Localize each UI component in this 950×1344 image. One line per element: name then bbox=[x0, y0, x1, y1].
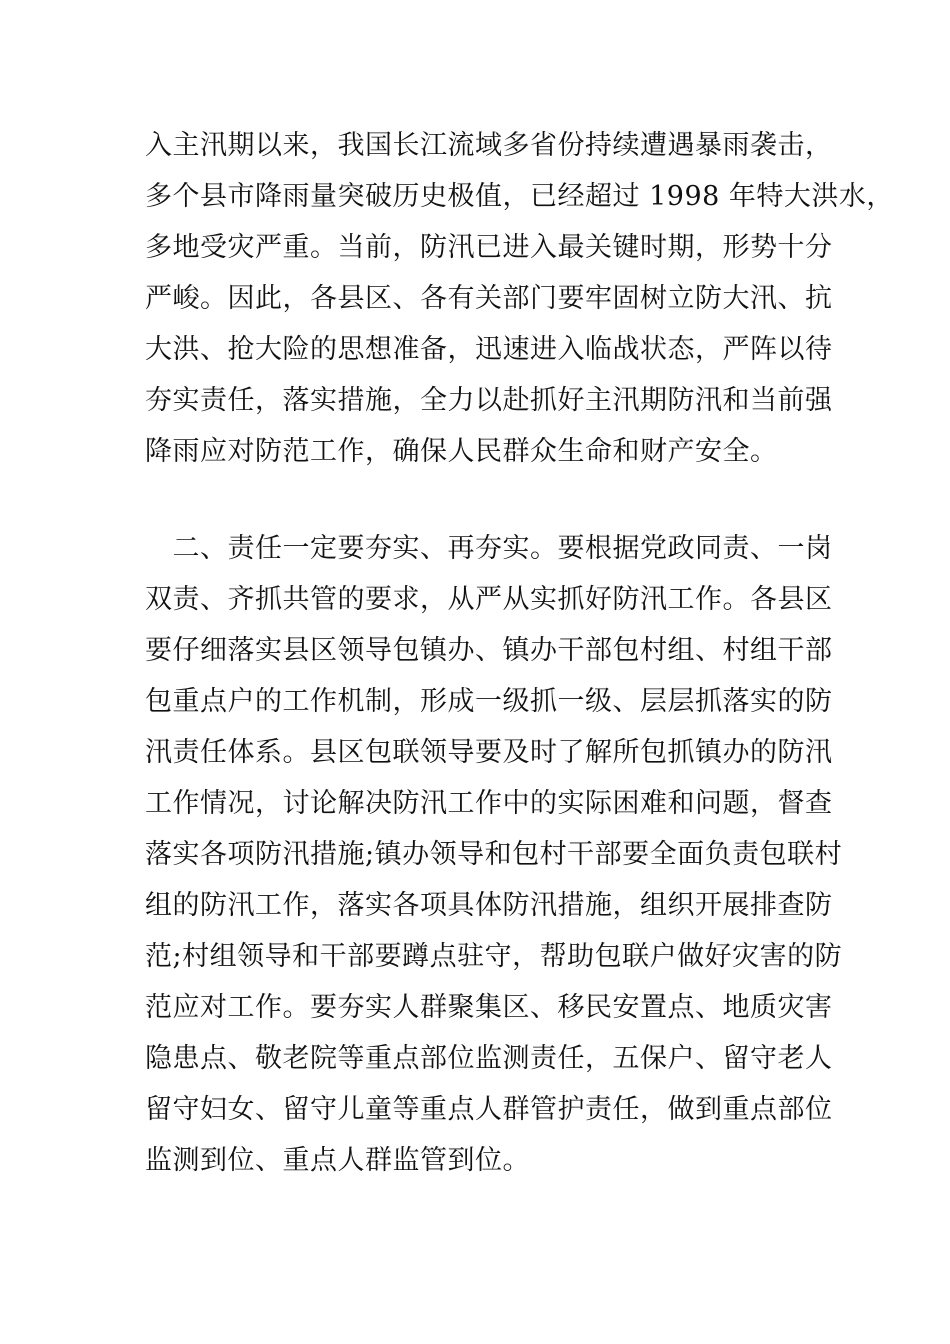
text-line: 多地受灾严重。当前，防汛已进入最关键时期，形势十分 bbox=[145, 232, 833, 263]
text-line: 入主汛期以来，我国长江流域多省份持续遭遇暴雨袭击， bbox=[145, 130, 833, 161]
text-line: 隐患点、敬老院等重点部位监测责任，五保户、留守老人 bbox=[145, 1043, 833, 1074]
text-line: 范应对工作。要夯实人群聚集区、移民安置点、地质灾害 bbox=[145, 992, 833, 1023]
text-line: 范;村组领导和干部要蹲点驻守，帮助包联户做好灾害的防 bbox=[145, 941, 843, 972]
text-line: 多个县市降雨量突破历史极值，已经超过 1998 年特大洪水， bbox=[145, 181, 894, 212]
text-line: 大洪、抢大险的思想准备，迅速进入临战状态，严阵以待 bbox=[145, 334, 833, 365]
text-line: 降雨应对防范工作，确保人民群众生命和财产安全。 bbox=[145, 436, 778, 467]
text-line: 二、责任一定要夯实、再夯实。要根据党政同责、一岗 bbox=[145, 533, 833, 564]
text-line: 严峻。因此，各县区、各有关部门要牢固树立防大汛、抗 bbox=[145, 283, 833, 314]
text-line: 留守妇女、留守儿童等重点人群管护责任，做到重点部位 bbox=[145, 1094, 833, 1125]
text-line: 包重点户的工作机制，形成一级抓一级、层层抓落实的防 bbox=[145, 686, 833, 717]
text-line: 双责、齐抓共管的要求，从严从实抓好防汛工作。各县区 bbox=[145, 584, 833, 615]
text-line: 汛责任体系。县区包联领导要及时了解所包抓镇办的防汛 bbox=[145, 737, 833, 768]
text-line: 落实各项防汛措施;镇办领导和包村干部要全面负责包联村 bbox=[145, 839, 843, 870]
text-line: 工作情况，讨论解决防汛工作中的实际困难和问题，督查 bbox=[145, 788, 833, 819]
text-line: 夯实责任，落实措施，全力以赴抓好主汛期防汛和当前强 bbox=[145, 385, 833, 416]
paragraph-responsibility bbox=[145, 523, 843, 1186]
text-line: 组的防汛工作，落实各项具体防汛措施，组织开展排查防 bbox=[145, 890, 833, 921]
text-line: 要仔细落实县区领导包镇办、镇办干部包村组、村组干部 bbox=[145, 635, 833, 666]
text-line: 监测到位、重点人群监管到位。 bbox=[145, 1145, 530, 1176]
paragraph-flood-situation bbox=[145, 120, 894, 477]
